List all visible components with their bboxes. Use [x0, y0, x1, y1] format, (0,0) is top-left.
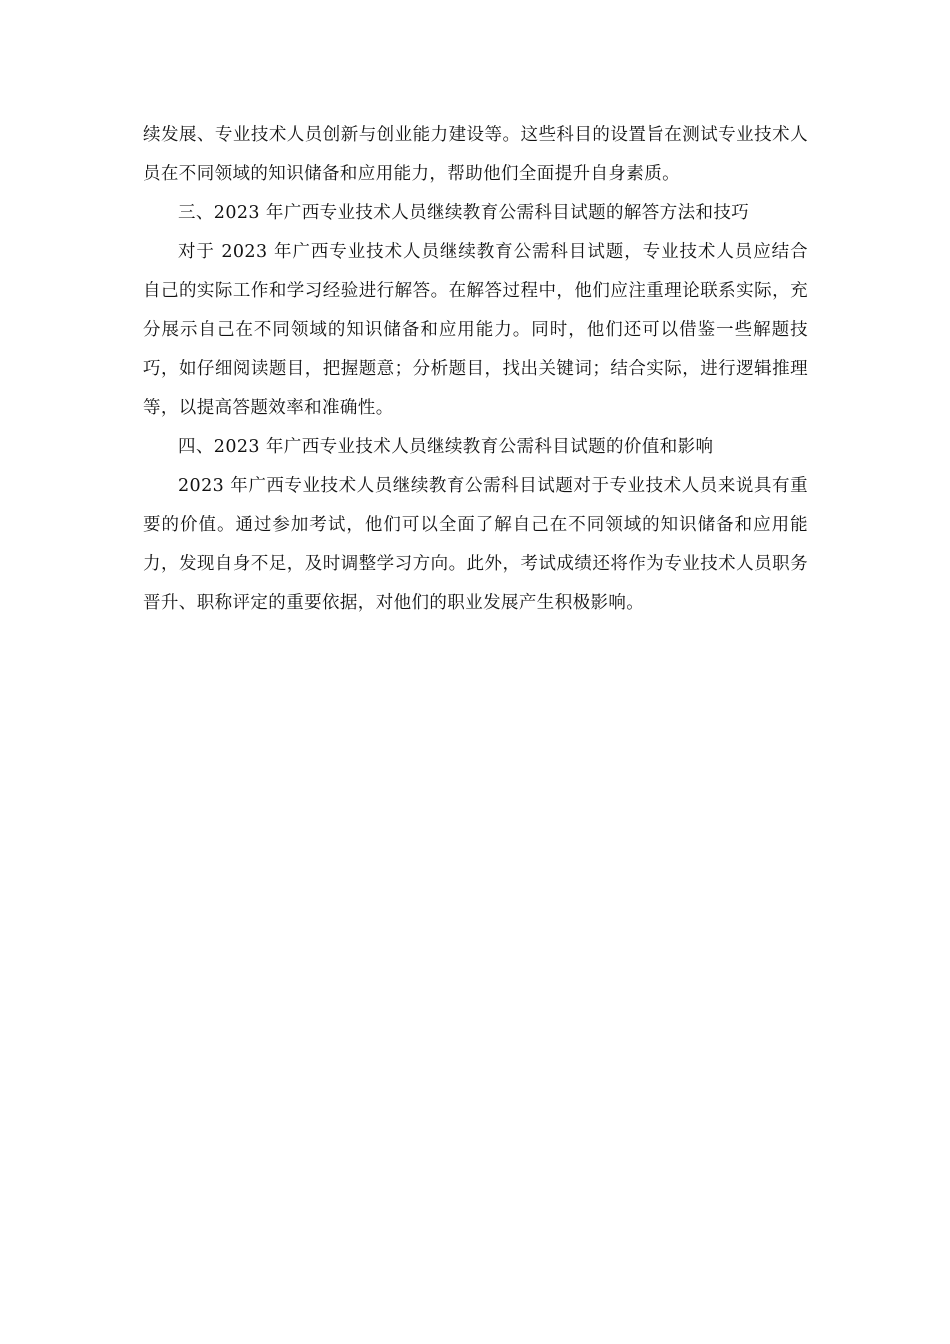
paragraph-answer-methods: 对于 2023 年广西专业技术人员继续教育公需科目试题，专业技术人员应结合自己的实际工作和学习经验进行解答。在解答过程中，他们应注重理论联系实际，充分展示自己在不同领域的知识储备和应用能力。同时，他们还可以借鉴一些解题技巧，如仔细阅读题目，把握题意；分析题目，找出关键词；结合实际，进行逻辑推理等，以提高答题效率和准确性。	[143, 242, 808, 418]
section-heading-3: 三、2023 年广西专业技术人员继续教育公需科目试题的解答方法和技巧	[178, 203, 750, 223]
paragraph-value-impact: 2023 年广西专业技术人员继续教育公需科目试题对于专业技术人员来说具有重要的价值。通过参加考试，他们可以全面了解自己在不同领域的知识储备和应用能力，发现自身不足，及时调整学习方向。此外，考试成绩还将作为专业技术人员职务晋升、职称评定的重要依据，对他们的职业发展产生积极影响。	[143, 476, 808, 613]
paragraph-continuation: 续发展、专业技术人员创新与创业能力建设等。这些科目的设置旨在测试专业技术人员在不同领域的知识储备和应用能力，帮助他们全面提升自身素质。	[143, 125, 808, 184]
section-heading-4: 四、2023 年广西专业技术人员继续教育公需科目试题的价值和影响	[178, 437, 714, 457]
document-body	[143, 116, 808, 623]
